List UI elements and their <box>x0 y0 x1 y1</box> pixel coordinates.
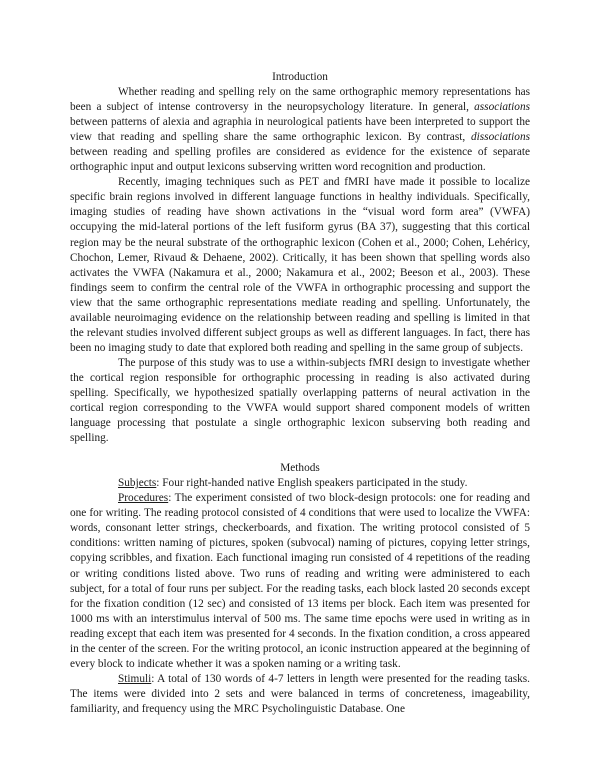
subjects-label: Subjects <box>118 477 157 490</box>
section-heading-methods: Methods <box>280 462 320 475</box>
intro-paragraph-3: The purpose of this study was to use a within-subjects fMRI design to investigate whether the cortical region responsible for orthographic processing in reading is also activated during spelling. Specifically, we hypothesized spatially overlapping patterns of neural activation in the cortical region corresponding to the VWFA would support shared component models of written language processing that postulate a single orthographic lexicon subserving both reading and spelling. <box>70 356 530 445</box>
intro-paragraph-2: Recently, imaging techniques such as PET and fMRI have made it possible to localize specific brain regions involved in different language functions in healthy individuals. Specifically, imaging studies of reading have shown activations in the “visual word form area” (VWFA) occupying the mid-lateral portions of the left fusiform gyrus (BA 37), suggesting that this cortical region may be the neural substrate of the orthographic lexicon (Cohen et al., 2000; Cohen, Lehéricy, Chochon, Lemer, Rivaud & Dehaene, 2002). Critically, it has been shown that spelling words also activates the VWFA (Nakamura et al., 2000; Nakamura et al., 2002; Beeson et al., 2003). These findings seem to confirm the central role of the VWFA in orthographic processing and support the view that the same orthographic representations mediate reading and spelling. Unfortunately, the available neuroimaging evidence on the relationship between reading and spelling is limited in that the relevant studies involved different subject groups as well as different languages. In fact, there has been no imaging study to date that explored both reading and spelling in the same group of subjects. <box>70 176 530 354</box>
stimuli-label: Stimuli <box>118 672 152 685</box>
methods-subjects: Subjects: Four right-handed native English speakers participated in the study. <box>118 477 468 490</box>
document-page <box>70 70 530 717</box>
section-heading-introduction: Introduction <box>272 71 328 83</box>
methods-stimuli: Stimuli: A total of 130 words of 4-7 letters in length were presented for the reading tasks. The items were divided into 2 sets and were balanced in terms of concreteness, imageability, familiarity, and frequency using the MRC Psycholinguistic Database. One <box>70 672 530 715</box>
section-spacer <box>70 446 530 461</box>
intro-paragraph-1: Whether reading and spelling rely on the same orthographic memory representations has been a subject of intense controversy in the neuropsychology literature. In general, associations between patterns of alexia and agraphia in neurological patients have been interpreted to support the view that reading and spelling share the same orthographic lexicon. By contrast, dissociations between reading and spelling profiles are considered as evidence for the existence of separate orthographic input and output lexicons subserving written word recognition and production. <box>70 86 530 174</box>
methods-procedures: Procedures: The experiment consisted of two block-design protocols: one for reading and one for writing. The reading protocol consisted of 4 conditions that were used to localize the VWFA: words, consonant letter strings, checkerboards, and fixation. The writing protocol consisted of 5 conditions: written naming of pictures, spoken (subvocal) naming of pictures, copying letter strings, copying scribbles, and fixation. Each functional imaging run consisted of 4 repetitions of the reading or writing conditions listed above. Two runs of reading and writing were administered to each subject, for a total of four runs per subject. For the reading tasks, each block lasted 20 seconds except for the fixation condition (12 sec) and consisted of 13 items per block. Each item was presented for 1000 ms with an interstimulus interval of 500 ms. The same time epochs were used in writing as in reading except that each item was presented for 4 seconds. In the fixation condition, a cross appeared in the center of the screen. For the writing protocol, an iconic instruction appeared at the beginning of every block to indicate whether it was a spoken naming or a writing task. <box>70 492 530 670</box>
procedures-label: Procedures <box>118 492 169 505</box>
